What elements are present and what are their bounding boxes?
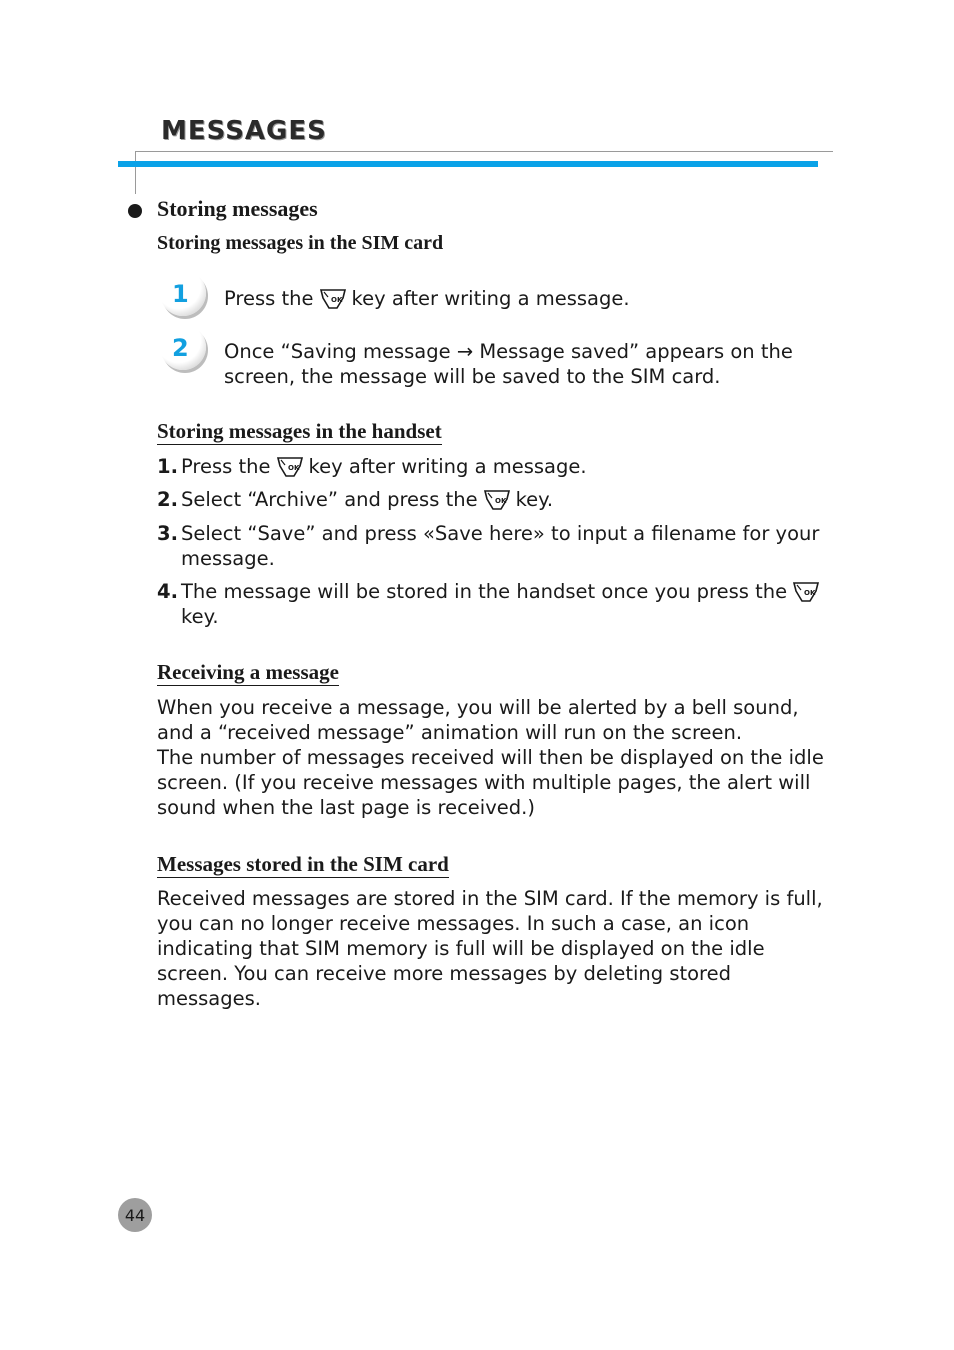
paragraph-line: screen. You can receive more messages by deleting stored xyxy=(157,962,732,985)
subsection-title-stored-wrap xyxy=(157,851,449,877)
step-2-line-1: Once “Saving message → Message saved” appears on the xyxy=(224,340,793,363)
step-1-text-after: key after writing a message. xyxy=(351,287,630,310)
subsection-title-receiving: Receiving a message xyxy=(157,660,339,684)
paragraph-line: messages. xyxy=(157,987,261,1010)
list-item-text-before: Select “Archive” and press the xyxy=(181,488,478,511)
subsection-title-handset-wrap xyxy=(157,418,442,444)
step-1-text-before: Press the xyxy=(224,287,314,310)
svg-text:OK: OK xyxy=(330,296,342,304)
bullet-icon xyxy=(128,204,142,218)
step-1-text xyxy=(224,286,630,311)
page-title: MESSAGES xyxy=(161,116,327,146)
svg-text:OK: OK xyxy=(287,464,299,472)
header-accent-bar xyxy=(118,161,818,167)
step-2-number: 2 xyxy=(172,334,189,362)
subsection-title-handset: Storing messages in the handset xyxy=(157,419,442,443)
header-rule xyxy=(135,151,833,152)
list-item-number: 2. xyxy=(157,488,178,511)
subsection-title-sim: Storing messages in the SIM card xyxy=(157,232,444,254)
paragraph-line: you can no longer receive messages. In such a case, an icon xyxy=(157,912,750,935)
list-item xyxy=(157,487,817,512)
subsection-title-receiving-wrap xyxy=(157,659,339,685)
list-item-number: 3. xyxy=(157,522,178,545)
list-item-line-2: message. xyxy=(181,547,275,570)
ok-key-icon xyxy=(791,580,821,604)
svg-text:OK: OK xyxy=(494,497,506,505)
header-rule-vertical xyxy=(135,151,136,194)
stored-paragraph xyxy=(157,886,822,1011)
list-item-number: 4. xyxy=(157,580,178,603)
step-1-number: 1 xyxy=(172,280,189,308)
paragraph-line: and a “received message” animation will run on the screen. xyxy=(157,721,743,744)
list-item xyxy=(157,454,817,479)
list-item-line-1: The message will be stored in the handset once you press the xyxy=(181,580,788,603)
receiving-paragraph xyxy=(157,695,822,820)
step-2-line-2: screen, the message will be saved to the SIM card. xyxy=(224,365,721,388)
list-item xyxy=(157,579,817,629)
paragraph-line: Received messages are stored in the SIM card. If the memory is full, xyxy=(157,887,823,910)
page-number: 44 xyxy=(124,1205,146,1225)
list-item xyxy=(157,521,820,571)
paragraph-line: sound when the last page is received.) xyxy=(157,796,535,819)
paragraph-line: indicating that SIM memory is full will be displayed on the idle xyxy=(157,937,765,960)
paragraph-line: When you receive a message, you will be alerted by a bell sound, xyxy=(157,696,799,719)
paragraph-line: The number of messages received will then be displayed on the idle xyxy=(157,746,824,769)
list-item-text-after: key. xyxy=(515,488,554,511)
ok-key-icon xyxy=(482,488,512,512)
list-item-text-after: key after writing a message. xyxy=(308,455,587,478)
list-item-number: 1. xyxy=(157,455,178,478)
list-item-line-1: Select “Save” and press «Save here» to input a filename for your xyxy=(181,522,820,545)
list-item-line-2: key. xyxy=(181,605,219,628)
svg-text:OK: OK xyxy=(804,589,816,597)
section-title: Storing messages xyxy=(157,196,318,221)
ok-key-icon xyxy=(275,455,305,479)
paragraph-line: screen. (If you receive messages with multiple pages, the alert will xyxy=(157,771,811,794)
ok-key-icon xyxy=(318,287,348,311)
subsection-title-stored: Messages stored in the SIM card xyxy=(157,852,449,876)
list-item-text-before: Press the xyxy=(181,455,271,478)
page-number-badge xyxy=(118,1198,152,1232)
